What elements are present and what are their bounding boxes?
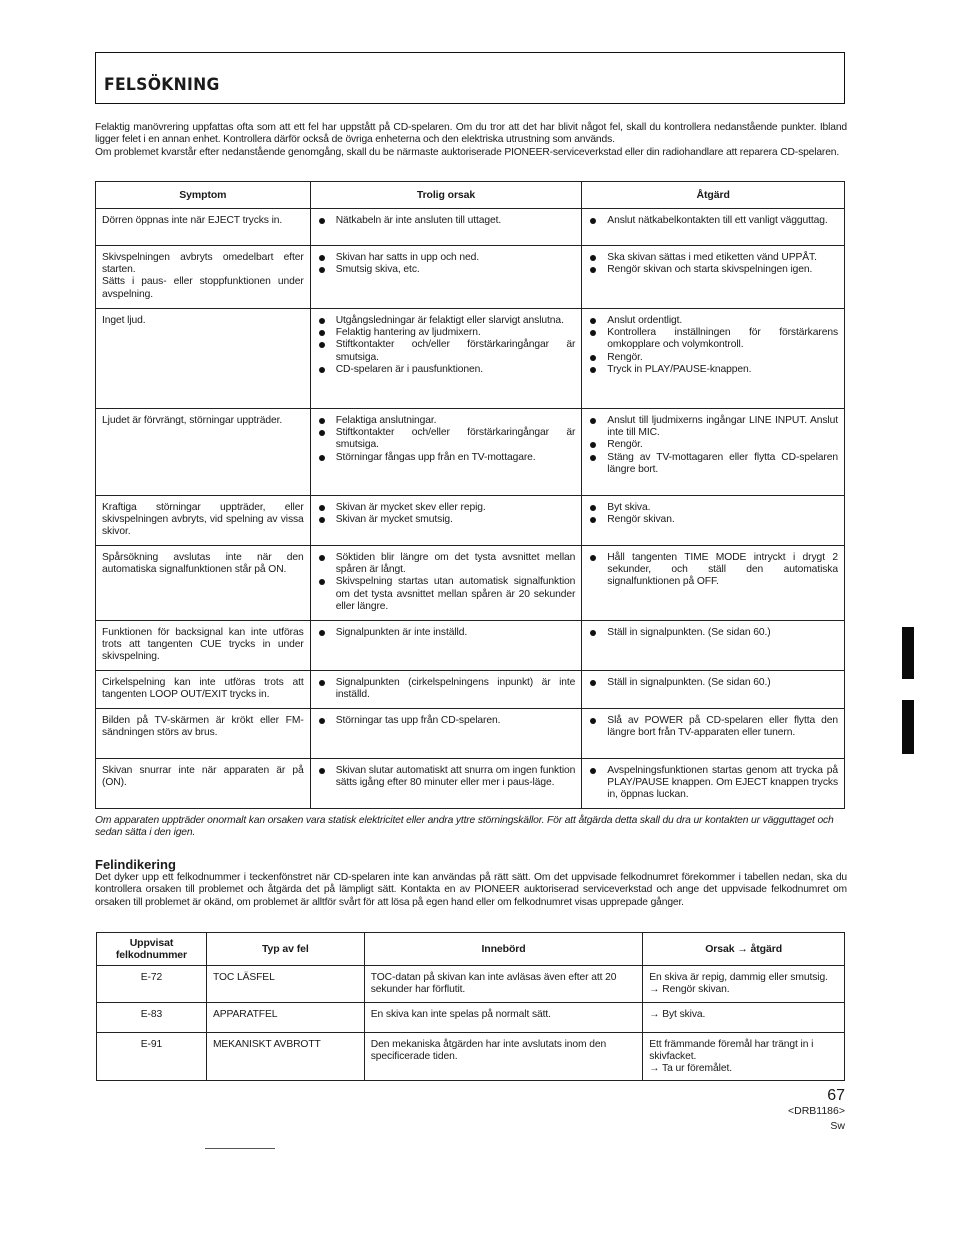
action-item: Tryck in PLAY/PAUSE-knappen. [588,364,838,376]
cause-list [317,677,576,701]
cause-item: Söktiden blir längre om det tysta avsnittet mellan spåren är långt. [317,552,576,576]
error-meaning-cell: En skiva kan inte spelas på normalt sätt. [364,1003,643,1033]
action-item: Slå av POWER på CD-spelaren eller flytta den längre bort från TV-apparaten eller tunern. [588,715,838,739]
error-code-body [97,966,845,1081]
error-code-cell: E-83 [97,1003,207,1033]
cause-item: Skivan är mycket skev eller repig. [317,502,576,514]
action-cell [582,709,845,759]
action-item: Stäng av TV-mottagaren eller flytta CD-spelaren längre bort. [588,452,838,476]
error-code-table [96,932,845,1081]
cause-item: Störningar fångas upp från en TV-mottagare. [317,452,576,464]
symptom-cell [96,621,311,671]
action-cell [582,759,845,809]
table-row [96,246,845,309]
section-tab-marker [902,700,914,754]
action-item: Rengör. [588,439,838,451]
action-list [588,627,838,639]
document-code: <DRB1186> [787,1105,845,1117]
cause-cell [310,709,582,759]
symptom-text: Spårsökning avslutas inte när den automatiska signalfunktionen står på ON. [102,552,304,576]
error-meaning-cell: TOC-datan på skivan kan inte avläsas även efter att 20 sekunder har förflutit. [364,966,643,1003]
cause-cell [310,209,582,246]
symptom-cell [96,409,311,496]
cause-item: Signalpunkten är inte inställd. [317,627,576,639]
action-list [588,315,838,376]
cause-cell [310,621,582,671]
table-row [96,759,845,809]
action-list [588,677,838,689]
table-row [96,409,845,496]
action-item: Anslut till ljudmixerns ingångar LINE INPUT. Anslut inte till MIC. [588,415,838,439]
page-title: FELSÖKNING [104,75,220,95]
symptom-cell [96,496,311,546]
troubleshooting-header-row [96,182,845,209]
action-list [588,502,838,526]
header-error-type: Typ av fel [206,933,364,966]
action-list [588,765,838,802]
table-row [96,709,845,759]
cause-cell [310,309,582,409]
action-list [588,415,838,476]
action-item: Rengör skivan. [588,514,838,526]
intro-text [95,122,847,159]
cause-item: Utgångsledningar är felaktigt eller slarvigt anslutna. [317,315,576,327]
symptom-cell [96,309,311,409]
action-item: Rengör skivan och starta skivspelningen igen. [588,264,838,276]
cause-item: Skivspelning startas utan automatisk signalfunktion om det tysta avsnittet mellan spåren är 20 sekunder eller längre. [317,576,576,613]
action-item: Rengör. [588,352,838,364]
cause-cell [310,246,582,309]
error-remedy-line: → Ta ur föremålet. [649,1063,732,1075]
cause-list [317,715,576,727]
static-note: Om apparaten uppträder onormalt kan orsaken vara statisk elektricitet eller andra yttre störningskällor. För att åtgärda detta skall du dra ur kontakten ur vägguttaget och sedan sätta i den igen. [95,815,834,839]
error-meaning-cell: Den mekaniska åtgärden har inte avslutats inom den specificerade tiden. [364,1033,643,1081]
cause-item: CD-spelaren är i pausfunktionen. [317,364,576,376]
cause-item: Felaktig hantering av ljudmixern. [317,327,576,339]
cause-item: Nätkabeln är inte ansluten till uttaget. [317,215,576,227]
header-symptom: Symptom [96,182,311,209]
error-remedy-line: → Rengör skivan. [649,984,730,996]
symptom-text: Funktionen för backsignal kan inte utföras trots att tangenten CUE trycks in under skivspelning. [102,627,304,663]
cause-item: Signalpunkten (cirkelspelningens inpunkt) är inte inställd. [317,677,576,701]
symptom-text: Ljudet är förvrängt, störningar uppträder. [102,415,283,426]
cause-item: Stiftkontakter och/eller förstärkaringångar är smutsiga. [317,427,576,451]
action-item: Kontrollera inställningen för förstärkarens omkopplare och volymkontroll. [588,327,838,351]
cause-list [317,415,576,464]
header-error-remedy: Orsak → åtgärd [643,933,845,966]
error-type-cell: TOC LÄSFEL [206,966,364,1003]
error-remedy-line: Ett främmande föremål har trängt in i skivfacket. [649,1039,814,1063]
cause-list [317,502,576,526]
cause-cell [310,496,582,546]
action-cell [582,546,845,621]
symptom-text: Sätts i paus- eller stoppfunktionen under avspelning. [102,276,304,300]
action-item: Ska skivan sättas i med etiketten vänd UPPÅT. [588,252,838,264]
symptom-cell [96,759,311,809]
symptom-text: Dörren öppnas inte när EJECT trycks in. [102,215,283,226]
intro-paragraph-1: Felaktig manövrering uppfattas ofta som att ett fel har uppstått på CD-spelaren. Om du tror att det har blivit något fel, skall du kontrollera nedanstående punkter. Ibland ligger felet i en annan enhet. Kontrollera därför också de övriga enheterna och den elektriska utrustning som används. [95,122,847,146]
action-list [588,215,838,227]
action-item: Ställ in signalpunkten. (Se sidan 60.) [588,627,838,639]
action-cell [582,496,845,546]
action-cell [582,671,845,709]
action-list [588,252,838,276]
cause-item: Störningar tas upp från CD-spelaren. [317,715,576,727]
cause-list [317,765,576,789]
header-cause: Trolig orsak [310,182,582,209]
symptom-cell [96,209,311,246]
error-code-cell: E-72 [97,966,207,1003]
section-tab-marker [902,627,914,679]
action-cell [582,209,845,246]
action-cell [582,621,845,671]
footer-rule [205,1148,275,1149]
language-code: Sw [830,1120,845,1132]
symptom-text: Inget ljud. [102,315,146,326]
error-type-cell: APPARATFEL [206,1003,364,1033]
action-item: Håll tangenten TIME MODE intryckt i drygt 2 sekunder, och ställ den automatiska signalfunktionen på OFF. [588,552,838,589]
error-remedy-line: En skiva är repig, dammig eller smutsig. [649,972,828,983]
symptom-cell [96,246,311,309]
action-list [588,552,838,589]
cause-cell [310,671,582,709]
intro-paragraph-2: Om problemet kvarstår efter nedanstående genomgång, skall du be närmaste auktoriserade PIONEER-serviceverkstad eller din radiohandlare att reparera CD-spelaren. [95,146,840,158]
cause-list [317,552,576,613]
table-row [97,1003,845,1033]
table-row [96,309,845,409]
cause-list [317,627,576,639]
action-cell [582,246,845,309]
cause-item: Smutsig skiva, etc. [317,264,576,276]
troubleshooting-body [96,209,845,809]
error-type-cell: MEKANISKT AVBROTT [206,1033,364,1081]
table-row [96,671,845,709]
error-section-heading: Felindikering [95,857,176,872]
cause-item: Skivan har satts in upp och ned. [317,252,576,264]
cause-list [317,252,576,276]
action-item: Ställ in signalpunkten. (Se sidan 60.) [588,677,838,689]
cause-cell [310,409,582,496]
symptom-text: Skivspelningen avbryts omedelbart efter starten. [102,252,304,276]
action-item: Anslut ordentligt. [588,315,838,327]
cause-item: Skivan är mycket smutsig. [317,514,576,526]
symptom-cell [96,546,311,621]
action-item: Byt skiva. [588,502,838,514]
cause-item: Felaktiga anslutningar. [317,415,576,427]
cause-list [317,315,576,376]
symptom-text: Kraftiga störningar uppträder, eller skivspelningen avbryts, vid spelning av vissa skivor. [102,502,304,538]
symptom-text: Cirkelspelning kan inte utföras trots att tangenten LOOP OUT/EXIT trycks in. [102,677,304,701]
table-row [96,496,845,546]
error-remedy-line: → Byt skiva. [649,1009,706,1020]
cause-cell [310,546,582,621]
table-row [97,966,845,1003]
cause-item: Stiftkontakter och/eller förstärkaringångar är smutsiga. [317,339,576,363]
error-remedy-cell [643,1033,845,1081]
cause-item: Skivan slutar automatiskt att snurra om ingen funktion sätts igång efter 80 minuter eller mer i paus-läge. [317,765,576,789]
symptom-text: Bilden på TV-skärmen är krökt eller FM-sändningen störs av brus. [102,715,304,739]
symptom-cell [96,671,311,709]
action-cell [582,409,845,496]
header-error-meaning: Innebörd [364,933,643,966]
table-row [96,209,845,246]
action-item: Anslut nätkabelkontakten till ett vanligt vägguttag. [588,215,838,227]
error-remedy-cell [643,966,845,1003]
symptom-cell [96,709,311,759]
action-list [588,715,838,739]
action-item: Avspelningsfunktionen startas genom att trycka på PLAY/PAUSE knappen. Om EJECT knappen trycks in, öppnas luckan. [588,765,838,802]
header-error-code: Uppvisat felkodnummer [97,933,207,966]
table-row [96,546,845,621]
table-row [97,1033,845,1081]
cause-cell [310,759,582,809]
error-section-intro: Det dyker upp ett felkodnummer i teckenfönstret när CD-spelaren inte kan användas på rätt sätt. Om det uppvisade felkodnumret förekommer i tabellen nedan, ska du kontrollera orsaken till problemet och åtgärda det på lämpligt sätt. Kontakta en av PIONEER auktoriserad serviceverkstad och ange det uppvisade felkodnumret om orsaken till problemet är okänd, om problemet är alltför svårt för att lösa på egen hand eller om felkodnumret visas upprepade gånger. [95,872,847,908]
table-row [96,621,845,671]
title-box [95,52,845,104]
error-header-row [97,933,845,966]
page-number: 67 [827,1087,845,1104]
cause-list [317,215,576,227]
header-action: Åtgärd [582,182,845,209]
symptom-text: Skivan snurrar inte när apparaten är på (ON). [102,765,304,789]
error-remedy-cell [643,1003,845,1033]
troubleshooting-table [95,181,845,809]
error-code-cell: E-91 [97,1033,207,1081]
action-cell [582,309,845,409]
